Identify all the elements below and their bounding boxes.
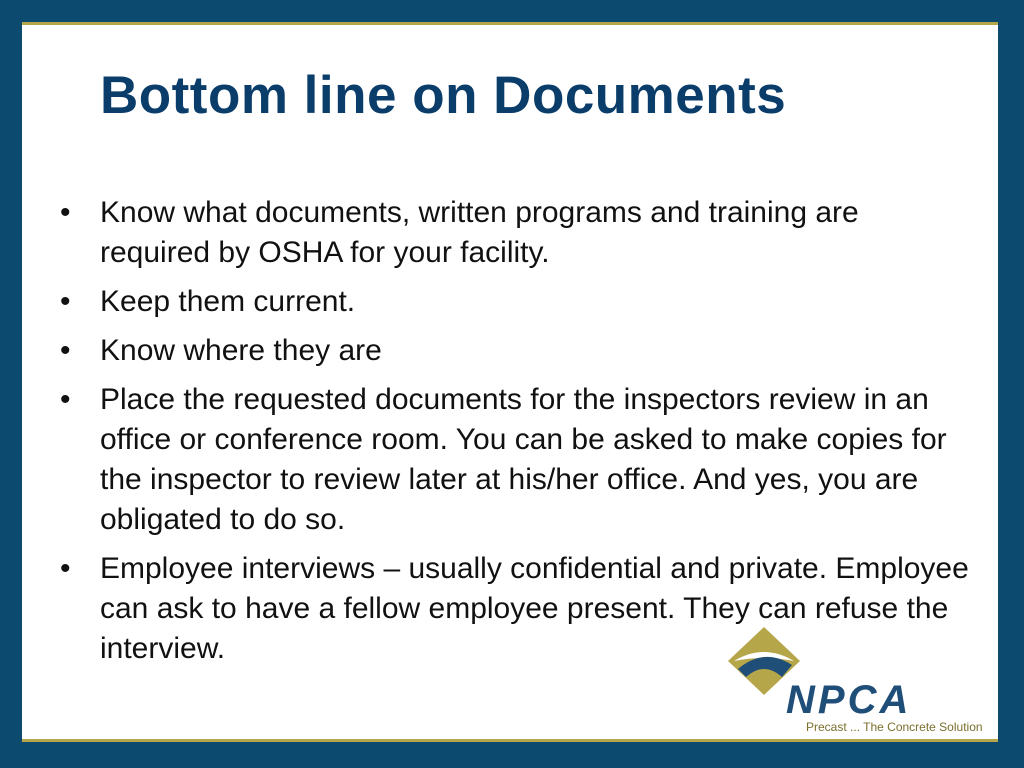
bullet-item [22,380,982,540]
bullet-text: Know where they are [100,334,382,367]
logo-text: NPCA [786,678,912,722]
bullet-dot: • [60,383,71,416]
bullet-item [22,282,982,322]
slide-title: Bottom line on Documents [100,66,787,125]
bullet-dot: • [60,552,71,585]
logo-tagline: Precast ... The Concrete Solution [806,720,983,734]
bullet-dot: • [60,285,71,318]
bullet-item [22,193,982,273]
bullet-text: Employee interviews – usually confidential and private. Employee can ask to have a fellow employee present. They can refuse the interview. [100,552,969,665]
bullet-list [22,193,982,678]
bullet-item [22,331,982,371]
bullet-text: Know what documents, written programs and training are required by OSHA for your facility. [100,196,859,269]
slide [22,22,998,742]
bullet-dot: • [60,334,71,367]
bullet-text: Keep them current. [100,285,356,318]
npca-logo [724,625,994,737]
bullet-dot: • [60,196,71,229]
bullet-text: Place the requested documents for the inspectors review in an office or conference room. You can be asked to make copies for the inspector to review later at his/her office. And yes, you are obligated to do so. [100,383,947,536]
